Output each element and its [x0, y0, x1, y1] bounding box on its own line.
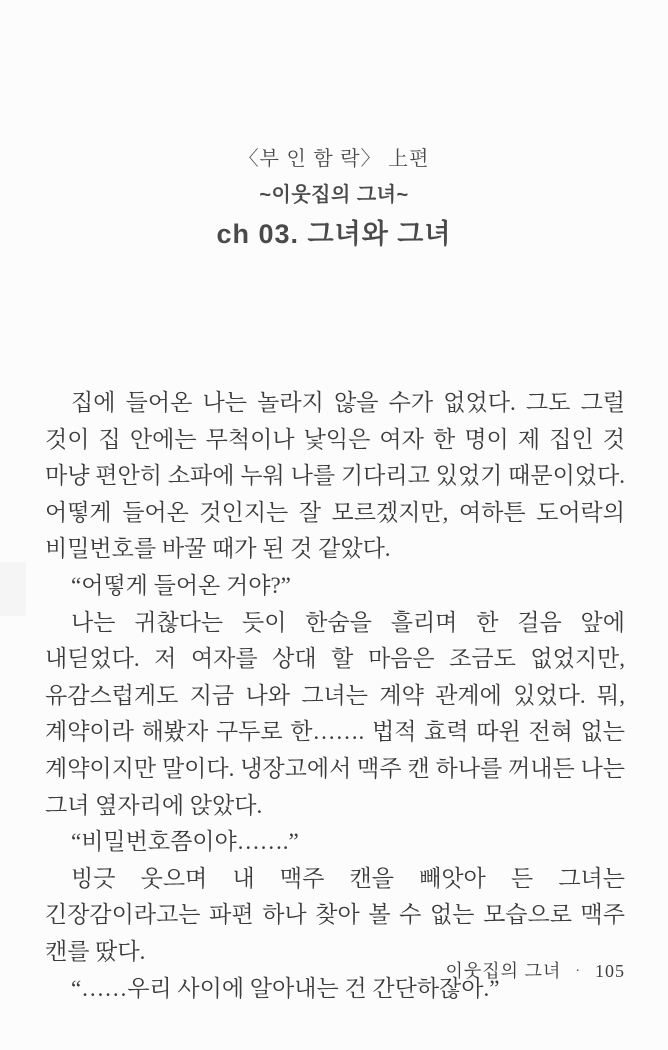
chapter-title: ch 03. 그녀와 그녀	[216, 219, 452, 249]
paragraph-narration-3: 빙긋 웃으며 내 맥주 캔을 빼앗아 든 그녀는 긴장감이라고는 파편 하나 찾아 볼 수 없는 모습으로 맥주 캔를 땄다.	[45, 865, 625, 964]
paragraph-dialogue-2: “비밀번호쯤이야…….”	[71, 829, 299, 855]
series-title: 〈부 인 함 락〉 上편	[238, 148, 430, 170]
paragraph-dialogue-1: “어떻게 들어온 거야?”	[71, 572, 291, 598]
page-footer	[446, 957, 626, 983]
scan-artifact	[0, 562, 26, 616]
paragraph-narration-2: 나는 귀찮다는 듯이 한숨을 흘리며 한 걸음 앞에 내딛었다. 저 여자를 상대 할 마음은 조금도 없었지만, 유감스럽게도 지금 나와 그녀는 계약 관계에 있었다. 뭐, 계약이라 해봤자 구두로 한……. 법적 효력 따윈 전혀 없는 계약이지만 말이다. 냉장고에서 맥주 캔 하나를 꺼내든 나는 그녀 옆자리에 앉았다.	[45, 609, 625, 818]
series-subtitle: ~이웃집의 그녀~	[259, 184, 409, 206]
footer-page-number: 105	[595, 961, 625, 981]
body-text	[45, 385, 625, 1007]
footer-separator: ·	[575, 964, 581, 979]
paragraph-dialogue-3: “……우리 사이에 알아내는 건 간단하잖아.”	[71, 975, 500, 1001]
paragraph-narration-1: 집에 들어온 나는 놀라지 않을 수가 없었다. 그도 그럴 것이 집 안에는 무척이나 낯익은 여자 한 명이 제 집인 것 마냥 편안히 소파에 누워 나를 기다리고 있었기 때문이었다. 어떻게 들어온 것인지는 잘 모르겠지만, 여하튼 도어락의 비밀번호를 바꿀 때가 된 것 같았다.	[45, 390, 625, 562]
footer-book-title: 이웃집의 그녀	[445, 961, 562, 981]
chapter-header	[0, 146, 668, 250]
